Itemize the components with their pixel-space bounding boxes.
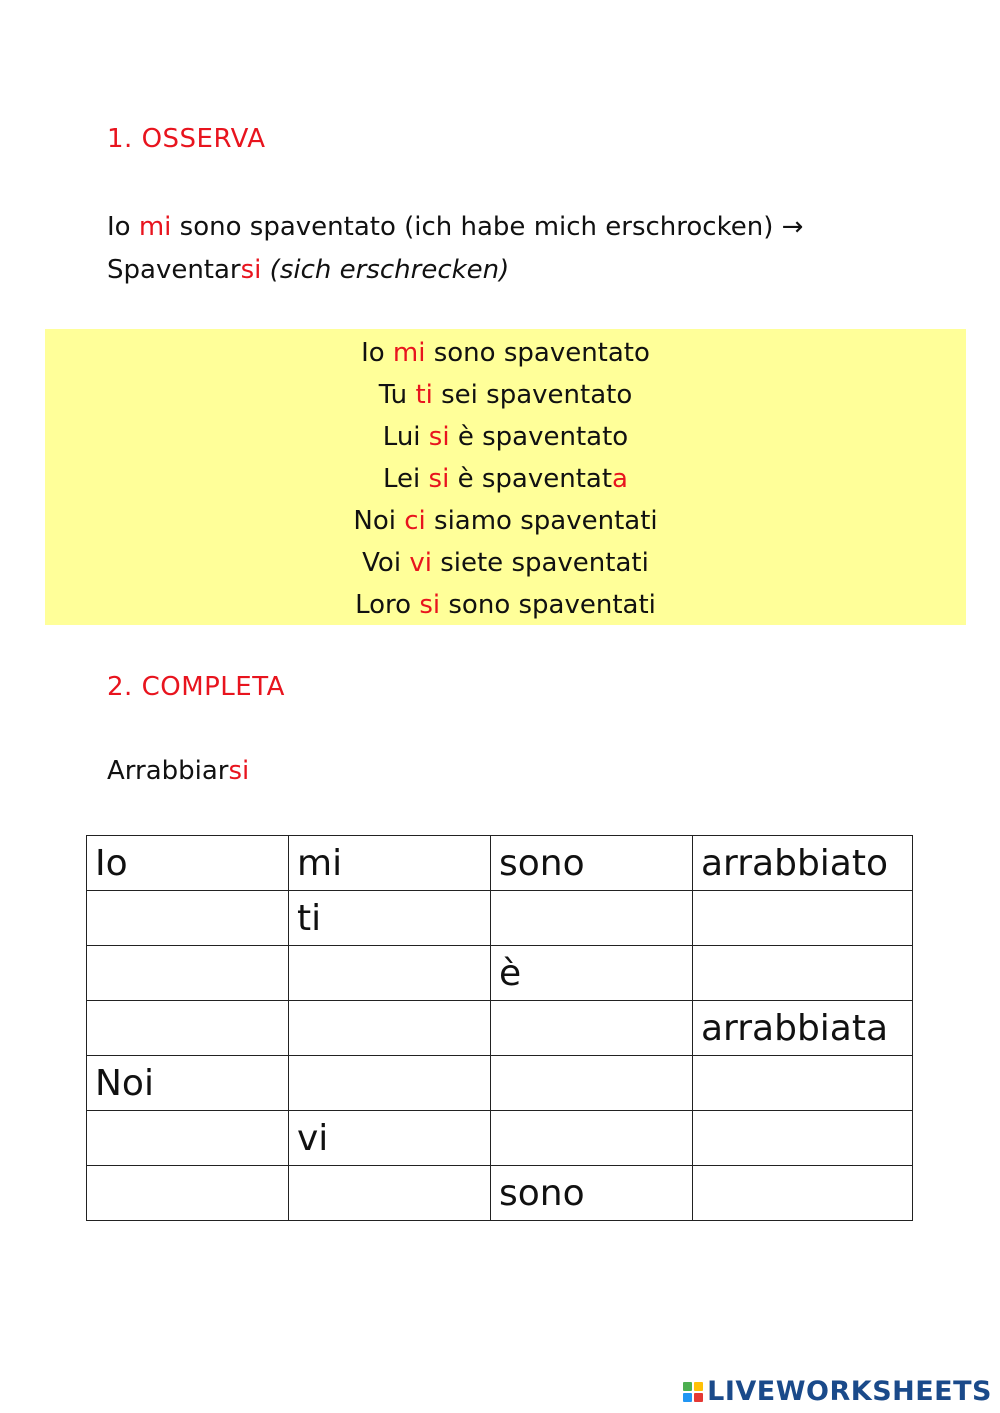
conjugation-pronoun: vi — [409, 548, 432, 578]
blank-answer-cell[interactable] — [693, 1166, 913, 1221]
exercise-verb-suffix: si — [228, 756, 250, 786]
table-cell: è — [491, 946, 693, 1001]
section-2-heading: 2. COMPLETA — [107, 672, 285, 702]
conjugation-line — [45, 542, 966, 584]
conjugation-pronoun: ti — [415, 380, 433, 410]
intro-line-2: Spaventarsi (sich erschrecken) — [107, 255, 510, 285]
logo-square — [694, 1393, 703, 1402]
conjugation-line — [45, 500, 966, 542]
table-row — [87, 1166, 913, 1221]
conjugation-subject: Loro — [355, 590, 420, 620]
blank-answer-cell[interactable] — [491, 1056, 693, 1111]
conjugation-ending: a — [612, 464, 628, 494]
conjugation-list — [45, 332, 966, 626]
blank-answer-cell[interactable] — [491, 1111, 693, 1166]
table-row — [87, 836, 913, 891]
liveworksheets-logo — [683, 1376, 992, 1407]
blank-answer-cell[interactable] — [289, 1166, 491, 1221]
conjugation-pronoun: si — [428, 422, 450, 452]
conjugation-pronoun: mi — [392, 338, 426, 368]
table-cell: arrabbiato — [693, 836, 913, 891]
liveworksheets-logo-icon — [683, 1382, 703, 1402]
blank-answer-cell[interactable] — [289, 946, 491, 1001]
table-cell: sono — [491, 836, 693, 891]
conjugation-line — [45, 374, 966, 416]
blank-answer-cell[interactable] — [87, 1001, 289, 1056]
intro-translation: (sich erschrecken) — [261, 255, 510, 285]
table-cell: Io — [87, 836, 289, 891]
blank-answer-cell[interactable] — [693, 1056, 913, 1111]
conjugation-rest: è spaventat — [449, 464, 613, 494]
logo-square — [694, 1382, 703, 1391]
conjugation-pronoun: si — [428, 464, 450, 494]
table-cell: arrabbiata — [693, 1001, 913, 1056]
table-row — [87, 1111, 913, 1166]
exercise-verb: Arrabbiarsi — [107, 756, 250, 786]
blank-answer-cell[interactable] — [289, 1056, 491, 1111]
conjugation-subject: Io — [361, 338, 393, 368]
conjugation-rest: è spaventato — [449, 422, 629, 452]
blank-answer-cell[interactable] — [693, 891, 913, 946]
intro-pronoun: mi — [138, 212, 172, 242]
blank-answer-cell[interactable] — [491, 1001, 693, 1056]
conjugation-rest: sono spaventati — [440, 590, 656, 620]
logo-square — [683, 1382, 692, 1391]
blank-answer-cell[interactable] — [289, 1001, 491, 1056]
conjugation-pronoun: ci — [404, 506, 426, 536]
conjugation-rest: sei spaventato — [432, 380, 633, 410]
conjugation-subject: Tu — [378, 380, 416, 410]
blank-answer-cell[interactable] — [693, 1111, 913, 1166]
infinitive-suffix: si — [240, 255, 262, 285]
blank-answer-cell[interactable] — [87, 1166, 289, 1221]
conjugation-subject: Noi — [353, 506, 405, 536]
blank-answer-cell[interactable] — [87, 891, 289, 946]
logo-square — [683, 1393, 692, 1402]
section-1-heading: 1. OSSERVA — [107, 124, 266, 154]
table-row — [87, 946, 913, 1001]
blank-answer-cell[interactable] — [87, 946, 289, 1001]
conjugation-pronoun: si — [419, 590, 441, 620]
blank-answer-cell[interactable] — [693, 946, 913, 1001]
table-cell: sono — [491, 1166, 693, 1221]
table-row — [87, 891, 913, 946]
table-row — [87, 1056, 913, 1111]
conjugation-subject: Voi — [362, 548, 410, 578]
conjugation-line — [45, 332, 966, 374]
conjugation-rest: sono spaventato — [425, 338, 650, 368]
conjugation-subject: Lui — [382, 422, 429, 452]
conjugation-rest: siete spaventati — [431, 548, 649, 578]
conjugation-highlight-box — [45, 329, 966, 625]
conjugation-exercise-table — [86, 835, 913, 1221]
table-row — [87, 1001, 913, 1056]
conjugation-line — [45, 416, 966, 458]
table-cell: vi — [289, 1111, 491, 1166]
logo-text: LIVEWORKSHEETS — [707, 1376, 992, 1407]
table-cell: Noi — [87, 1056, 289, 1111]
table-cell: ti — [289, 891, 491, 946]
intro-line-1: Io mi sono spaventato (ich habe mich erschrocken) → — [107, 212, 804, 242]
intro-text — [107, 206, 803, 292]
conjugation-rest: siamo spaventati — [425, 506, 658, 536]
table-cell: mi — [289, 836, 491, 891]
conjugation-line — [45, 458, 966, 500]
blank-answer-cell[interactable] — [87, 1111, 289, 1166]
blank-answer-cell[interactable] — [491, 891, 693, 946]
conjugation-line — [45, 584, 966, 626]
conjugation-subject: Lei — [383, 464, 429, 494]
